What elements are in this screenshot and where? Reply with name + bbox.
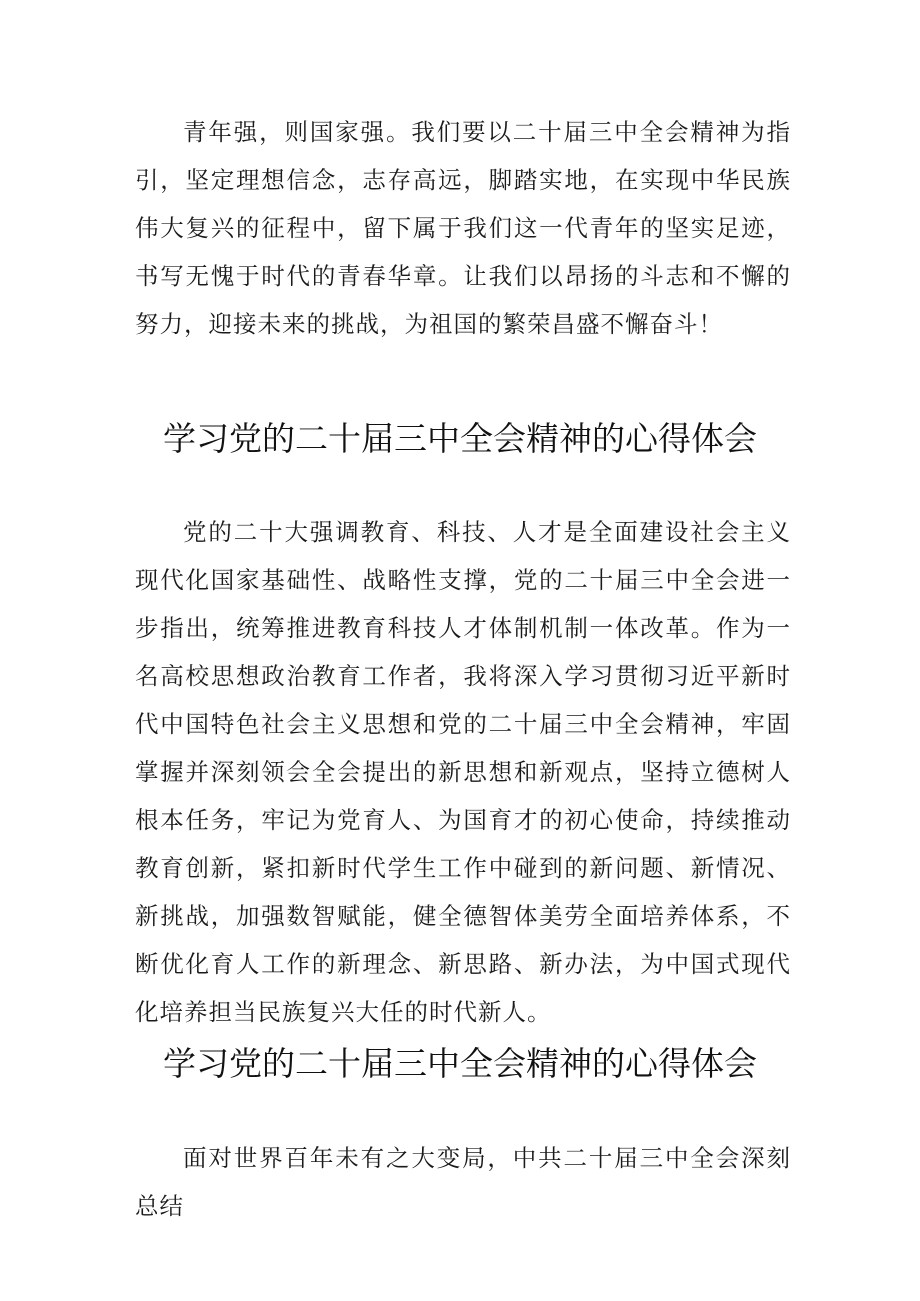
body-paragraph: 青年强，则国家强。我们要以二十届三中全会精神为指引，坚定理想信念，志存高远，脚踏实地，在实现中华民族伟大复兴的征程中，留下属于我们这一代青年的坚实足迹，书写无愧于时代的青春华章。让我们以昂扬的斗志和不懈的努力，迎接未来的挑战，为祖国的繁荣昌盛不懈奋斗！	[135, 118, 791, 338]
body-paragraph: 党的二十大强调教育、科技、人才是全面建设社会主义现代化国家基础性、战略性支撑，党的二十届三中全会进一步指出，统筹推进教育科技人才体制机制一体改革。作为一名高校思想政治教育工作者，我将深入学习贯彻习近平新时代中国特色社会主义思想和党的二十届三中全会精神，牢固掌握并深刻领会全会提出的新思想和新观点，坚持立德树人根本任务，牢记为党育人、为国育才的初心使命，持续推动教育创新，紧扣新时代学生工作中碰到的新问题、新情况、新挑战，加强数智赋能，健全德智体美劳全面培养体系，不断优化育人工作的新理念、新思路、新办法，为中国式现代化培养担当民族复兴大任的时代新人。	[135, 518, 791, 1026]
section-heading: 学习党的二十届三中全会精神的心得体会	[163, 419, 757, 458]
section-heading: 学习党的二十届三中全会精神的心得体会	[163, 1044, 757, 1083]
body-paragraph: 面对世界百年未有之大变局，中共二十届三中全会深刻总结	[135, 1144, 791, 1220]
